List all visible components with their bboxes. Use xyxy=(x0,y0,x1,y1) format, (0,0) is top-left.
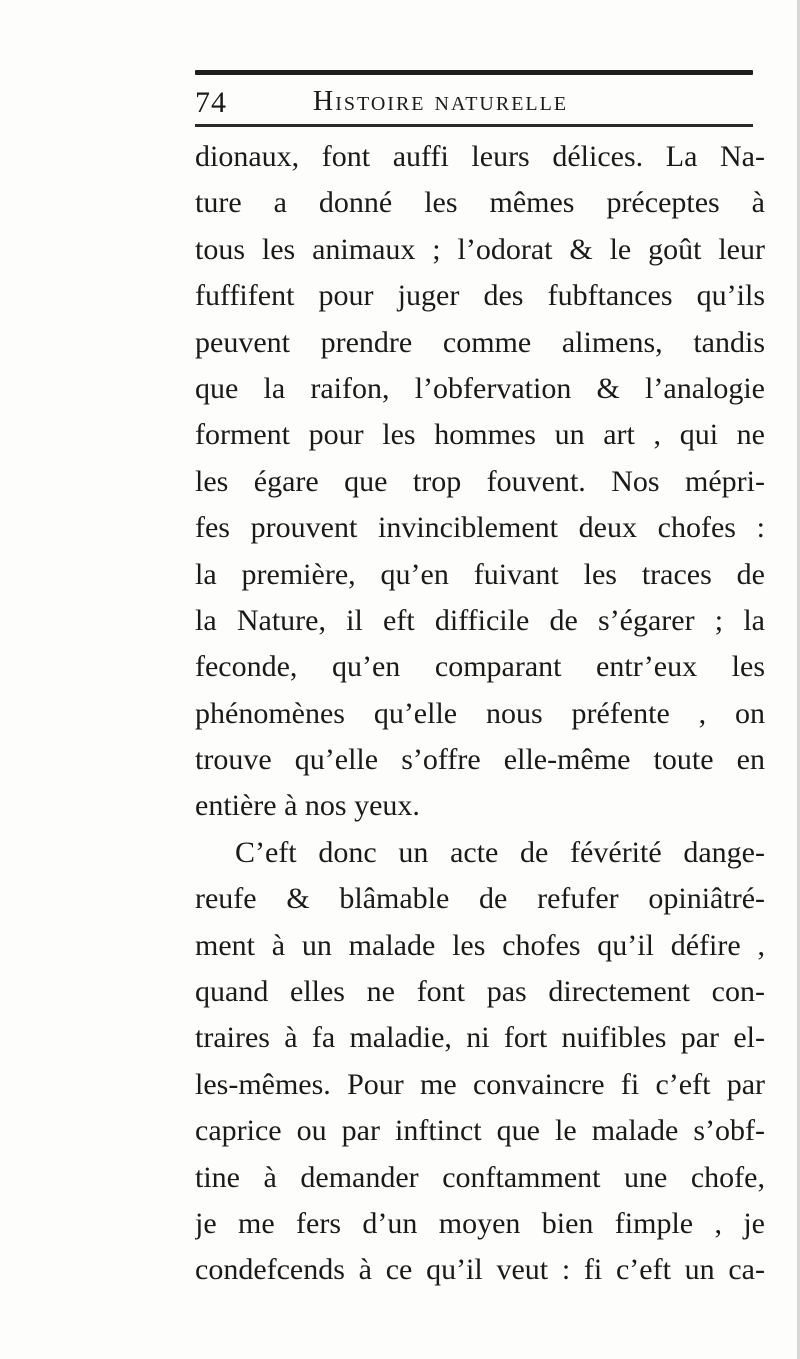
text-line: fes prouvent invinciblement deux chofes : xyxy=(195,511,765,545)
header-underline-rule xyxy=(195,124,753,127)
text-line: les-mêmes. Pour me convaincre fi c’eft par xyxy=(195,1067,765,1101)
text-line: tine à demander conftamment une chofe, xyxy=(195,1160,765,1194)
text-line-paragraph-end: entière à nos yeux. xyxy=(195,789,420,823)
text-line: trouve qu’elle s’offre elle-même toute en xyxy=(195,743,765,777)
header-top-rule xyxy=(195,70,753,75)
text-line: peuvent prendre comme alimens, tandis xyxy=(195,325,765,359)
text-line: quand elles ne font pas directement con- xyxy=(195,975,765,1009)
text-line: forment pour les hommes un art , qui ne xyxy=(195,418,765,452)
text-line: je me fers d’un moyen bien fimple , je xyxy=(195,1206,765,1240)
text-line: ment à un malade les chofes qu’il défire , xyxy=(195,928,765,962)
text-line-paragraph-start: C’eft donc un acte de févérité dange- xyxy=(235,835,765,869)
text-line: phénomènes qu’elle nous préfente , on xyxy=(195,696,765,730)
text-line: reufe & blâmable de refufer opiniâtré- xyxy=(195,882,765,916)
text-line: caprice ou par inftinct que le malade s’obf- xyxy=(195,1114,765,1148)
text-line: que la raifon, l’obfervation & l’analogie xyxy=(195,371,765,405)
text-line: fuffifent pour juger des fubftances qu’ils xyxy=(195,279,765,313)
page-number: 74 xyxy=(195,86,227,119)
text-line: dionaux, font auffi leurs délices. La Na- xyxy=(195,140,765,173)
text-line: les égare que trop fouvent. Nos mépri- xyxy=(195,464,765,498)
body-text xyxy=(195,134,765,1294)
text-line: tous les animaux ; l’odorat & le goût leur xyxy=(195,232,765,266)
running-header xyxy=(195,80,755,120)
text-line: traires à fa maladie, ni fort nuifibles par el- xyxy=(195,1021,765,1055)
running-title: Histoire naturelle xyxy=(313,86,569,117)
text-line: ture a donné les mêmes préceptes à xyxy=(195,186,765,220)
text-line: feconde, qu’en comparant entr’eux les xyxy=(195,650,765,684)
text-line: condefcends à ce qu’il veut : fi c’eft un ca- xyxy=(195,1253,765,1287)
text-line: la première, qu’en fuivant les traces de xyxy=(195,557,765,591)
text-line: la Nature, il eft difficile de s’égarer ; la xyxy=(195,603,765,637)
